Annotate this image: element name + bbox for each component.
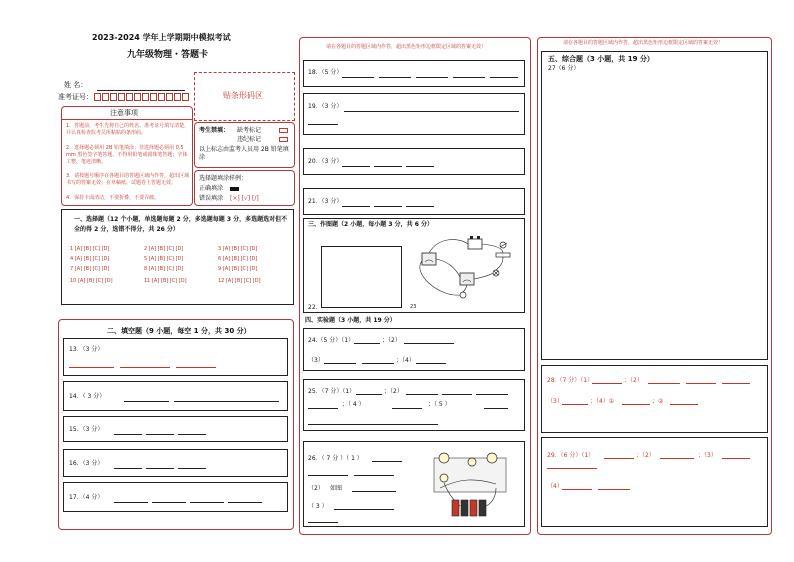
absent-checkbox[interactable] xyxy=(279,128,288,133)
mc-row4-b[interactable]: 11 [A] [B] [C] [D] xyxy=(144,278,187,284)
q29-label: 29．（6 分）（1） xyxy=(547,452,595,459)
q21-label: 21．（3 分） xyxy=(308,198,343,205)
mc-row3-c[interactable]: 9 [A] [B] [C] [D] xyxy=(218,266,258,272)
section2-title: 二、填空题（9 小题，每空 1 分，共 30 分） xyxy=(107,327,251,335)
q26-part3: （ 3 ） xyxy=(308,503,328,510)
fill-sample-title: 选择题填涂样例： xyxy=(199,175,248,182)
q25-part5: ；（ 5 ） xyxy=(428,401,451,408)
notice-item-1: 1．答题前，考生先将自己的姓名、准考证号填写清楚，并认真检查监考员所粘贴的条形码。 xyxy=(66,123,190,136)
warning-col2: 请在各题目的答题区域内作答，超出黑色矩形边框限定区域的答案无效！ xyxy=(326,44,487,50)
mc-row1-b[interactable]: 2 [A] [B] [C] [D] xyxy=(144,246,184,252)
q26-box xyxy=(303,441,525,527)
q28-part4: ；（4）① xyxy=(590,398,615,405)
q17-label: 17．（4 分） xyxy=(69,494,104,501)
mc-row4-c[interactable]: 12 [A] [B] [C] [D] xyxy=(218,278,261,284)
section5-box xyxy=(541,51,768,360)
q24-label: 24.（5 分）（1） xyxy=(308,337,355,344)
section1-title: 一、选择题（12 个小题，单选题每题 2 分，多选题每题 3 分，多选题选对但不全的得 2 分，选错不得分，共 26 分） xyxy=(74,216,288,233)
name-line[interactable] xyxy=(97,90,185,91)
q26-label: 26．（ 7 分 ）（ 1 ） xyxy=(308,455,363,462)
q19-box xyxy=(303,93,525,135)
notice-box xyxy=(61,106,193,206)
section5-title: 五、综合题（3 小题，共 19 分） xyxy=(548,55,654,63)
marks-label: 考生禁填： xyxy=(199,127,230,134)
correct-fill-label: 正确填涂 xyxy=(199,185,224,192)
q25-label: 25．（7 分）（1） xyxy=(308,388,356,395)
q22-drawing-area[interactable] xyxy=(321,246,402,308)
section4-title: 四、实验题（3 小题，共 19 分） xyxy=(305,317,396,324)
mc-row2-b[interactable]: 5 [A] [B] [C] [D] xyxy=(144,256,184,262)
q21-box xyxy=(303,188,525,215)
mc-row4-a[interactable]: 10 [A] [B] [C] [D] xyxy=(70,278,113,284)
q26-part2: （2） xyxy=(308,485,324,492)
absent-label: 缺考标记 xyxy=(237,127,262,134)
mc-row2-c[interactable]: 6 [A] [B] [C] [D] xyxy=(218,256,258,262)
fig23-label: 23 xyxy=(410,304,417,310)
q29-part3: ；（3） xyxy=(698,452,717,459)
section2-box xyxy=(58,319,294,530)
mc-row3-a[interactable]: 7 [A] [B] [C] [D] xyxy=(70,266,110,272)
q20-label: 20．（3 分） xyxy=(308,158,343,165)
q17-box xyxy=(63,482,288,512)
q18-box xyxy=(303,60,525,87)
q16-label: 16．（3 分） xyxy=(69,460,104,467)
q13-box xyxy=(63,338,288,376)
q24-part4: ；（4） xyxy=(396,357,415,364)
barcode-label: 贴条形码区 xyxy=(223,91,263,100)
q24-part3: （3） xyxy=(308,357,324,364)
mc-row2-a[interactable]: 4 [A] [B] [C] [D] xyxy=(70,256,110,262)
exam-subtitle: 九年级物理・答题卡 xyxy=(127,50,209,60)
q20-box xyxy=(303,148,525,175)
q28-part4b: ；② xyxy=(652,398,664,405)
q24-box xyxy=(303,328,525,371)
q27-answer-area[interactable] xyxy=(548,76,762,360)
q14-box xyxy=(63,381,288,411)
circuit-diagram-26 xyxy=(430,448,510,522)
exam-no-label: 准考证号： xyxy=(58,93,93,101)
mc-row1-c[interactable]: 3 [A] [B] [C] [D] xyxy=(218,246,258,252)
fill-sample-box xyxy=(194,170,295,206)
q29-part4: （4） xyxy=(547,483,563,490)
q28-label: 28.（7 分）（1） xyxy=(547,377,594,384)
notice-item-2: 2．选择题必须用 2B 铅笔填涂；非选择题必须用 0.5 mm 黑色签字笔答题，不得用铅笔或圆珠笔答题；字体工整、笔迹清晰。 xyxy=(66,145,188,165)
notice-title: 注意事项 xyxy=(110,109,138,117)
q28-part3: （3） xyxy=(547,398,563,405)
q28-box xyxy=(541,365,768,433)
notice-item-3: 3．请按题号顺序在各题目的答题区域内作答，超出区域书写的答案无效；在草稿纸、试题卷上答题无效。 xyxy=(66,173,190,186)
q15-label: 15．（3 分） xyxy=(69,426,104,433)
q14-label: 14．（ 3 分） xyxy=(69,393,106,400)
q13-label: 13．（3 分） xyxy=(69,346,104,353)
q22-label: 22. xyxy=(308,304,318,311)
q25-part4: ；（ 4 ） xyxy=(342,401,365,408)
q15-box xyxy=(63,416,288,442)
name-label: 姓 名： xyxy=(64,81,88,89)
wrong-fill-sample: [×] [√] [/] xyxy=(230,195,259,202)
q29-box xyxy=(541,437,768,527)
marks-note: 以上标志由监考人员用 2B 铅笔填涂 xyxy=(199,146,289,161)
mc-row3-b[interactable]: 8 [A] [B] [C] [D] xyxy=(144,266,184,272)
warning-col3: 请在各题目的答题区域内作答，超出黑色矩形边框限定区域的答案无效！ xyxy=(563,40,724,46)
notice-item-4: 4．保持卡面清洁，不要折叠、不要弄破。 xyxy=(66,195,160,201)
violation-checkbox[interactable] xyxy=(279,137,288,142)
barcode-area xyxy=(194,72,295,121)
q28-part2: ；（2） xyxy=(624,377,643,384)
section3-box xyxy=(303,218,525,313)
violation-label: 违纪标记 xyxy=(237,136,262,143)
section3-title: 三、作图题（2 小题，每小题 3 分，共 6 分） xyxy=(308,221,433,228)
q25-box xyxy=(303,379,525,431)
exam-no-cells[interactable] xyxy=(94,93,194,102)
correct-fill-sample xyxy=(230,187,239,191)
q26-part2-figure-ref: 如图 xyxy=(330,485,343,492)
exam-title: 2023-2024 学年上学期期中模拟考试 xyxy=(92,33,231,42)
wrong-fill-label: 错误填涂 xyxy=(199,195,224,202)
q24-part2: ；（2） xyxy=(382,337,401,344)
q29-part2: ；（2） xyxy=(636,452,655,459)
section1-box xyxy=(61,209,294,305)
q25-part2: ；（2） xyxy=(384,388,403,395)
circuit-diagram-23 xyxy=(408,233,522,305)
q16-box xyxy=(63,449,288,477)
q19-label: 19．（3 分） xyxy=(308,103,343,110)
q18-label: 18．（5 分） xyxy=(308,69,343,76)
q27-label: 27（6 分） xyxy=(548,65,580,72)
marks-box xyxy=(194,122,295,168)
mc-row1-a[interactable]: 1 [A] [B] [C] [D] xyxy=(70,246,110,252)
